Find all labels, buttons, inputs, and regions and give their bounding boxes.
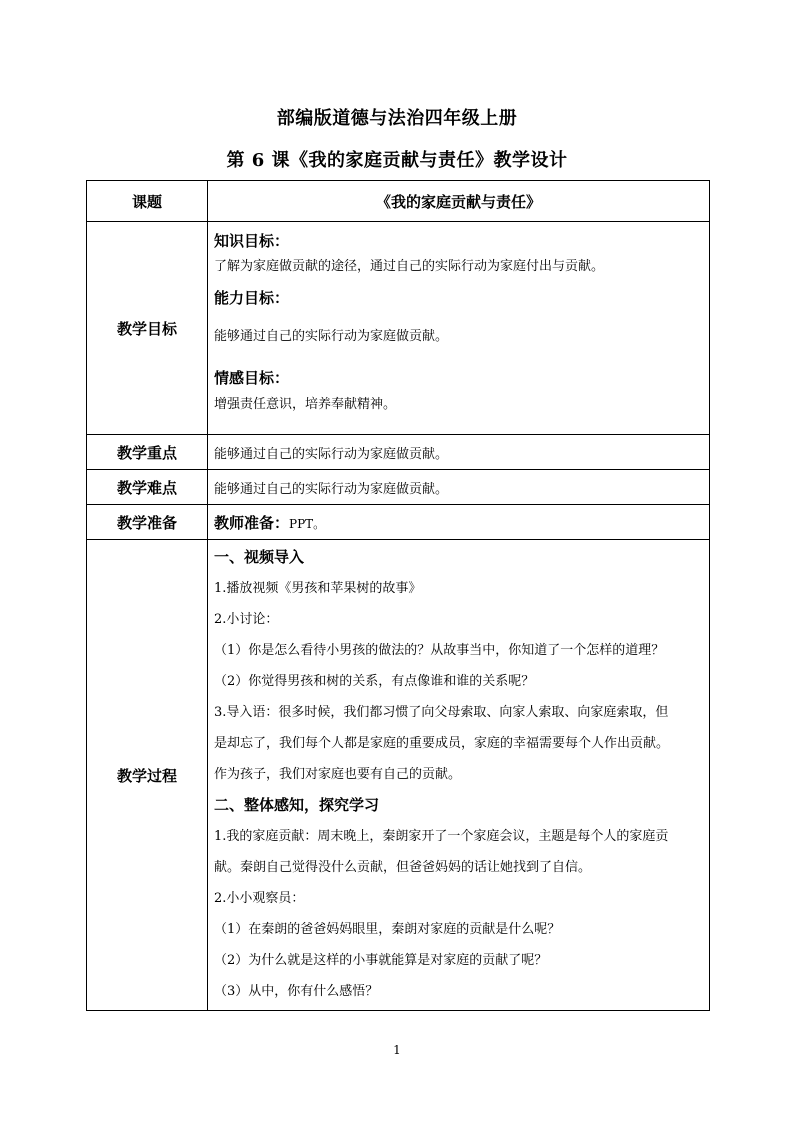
ability-title: 能力目标： <box>214 289 290 307</box>
process-line: 作为孩子，我们对家庭也要有自己的贡献。 <box>214 767 462 782</box>
process-line: 1.播放视频《男孩和苹果树的故事》 <box>214 581 422 596</box>
ability-text: 能够通过自己的实际行动为家庭做贡献。 <box>214 329 449 344</box>
process-line: 1.我的家庭贡献：周末晚上，秦朗家开了一个家庭会议，主题是每个人的家庭贡 <box>214 829 669 844</box>
table-row-difficulty <box>87 470 710 505</box>
lesson-title: 第 6 课《我的家庭贡献与责任》教学设计 <box>226 150 568 171</box>
key-point-label: 教学重点 <box>87 435 208 470</box>
document-title: 部编版道德与法治四年级上册 <box>276 108 518 129</box>
process-label: 教学过程 <box>87 540 208 1011</box>
table-row-key-point <box>87 435 710 470</box>
topic-label: 课题 <box>87 181 208 222</box>
lesson-plan-table <box>86 180 710 1011</box>
table-row-objectives <box>87 222 710 435</box>
difficulty-value: 能够通过自己的实际行动为家庭做贡献。 <box>208 470 710 505</box>
process-line: 2.小小观察员： <box>214 891 305 906</box>
table-row-preparation <box>87 505 710 540</box>
process-line: （1）你是怎么看待小男孩的做法的？从故事当中，你知道了一个怎样的道理？ <box>214 643 665 658</box>
section1-title: 一、视频导入 <box>214 548 305 566</box>
process-line: 3.导入语：很多时候，我们都习惯了向父母索取、向家人索取、向家庭索取，但 <box>214 705 669 720</box>
page-number: 1 <box>393 1043 401 1057</box>
preparation-content <box>208 505 710 540</box>
process-line: （2）为什么就是这样的小事就能算是对家庭的贡献了呢？ <box>214 953 548 968</box>
key-point-value: 能够通过自己的实际行动为家庭做贡献。 <box>208 435 710 470</box>
process-line: 献。秦朗自己觉得没什么贡献，但爸爸妈妈的话让她找到了自信。 <box>214 860 592 875</box>
process-line: （3）从中，你有什么感悟？ <box>214 984 379 999</box>
difficulty-label: 教学难点 <box>87 470 208 505</box>
topic-value: 《我的家庭贡献与责任》 <box>208 181 710 222</box>
objectives-label: 教学目标 <box>87 222 208 435</box>
objectives-content <box>208 222 710 435</box>
emotion-title: 情感目标： <box>214 369 290 387</box>
preparation-title: 教师准备： <box>214 513 290 532</box>
emotion-text: 增强责任意识，培养奉献精神。 <box>214 397 397 412</box>
process-line: 是却忘了，我们每个人都是家庭的重要成员，家庭的幸福需要每个人作出贡献。 <box>214 736 670 751</box>
process-line: （2）你觉得男孩和树的关系，有点像谁和谁的关系呢？ <box>214 674 535 689</box>
table-row-topic <box>87 181 710 222</box>
table-row-process <box>87 540 710 1011</box>
process-line: 2.小讨论： <box>214 612 279 627</box>
knowledge-title: 知识目标： <box>214 232 290 250</box>
section2-title: 二、整体感知，探究学习 <box>214 796 380 814</box>
preparation-value: PPT。 <box>289 516 326 531</box>
preparation-label: 教学准备 <box>87 505 208 540</box>
process-content <box>208 540 710 1011</box>
process-line: （1）在秦朗的爸爸妈妈眼里，秦朗对家庭的贡献是什么呢？ <box>214 922 561 937</box>
knowledge-text: 了解为家庭做贡献的途径，通过自己的实际行动为家庭付出与贡献。 <box>214 259 605 274</box>
